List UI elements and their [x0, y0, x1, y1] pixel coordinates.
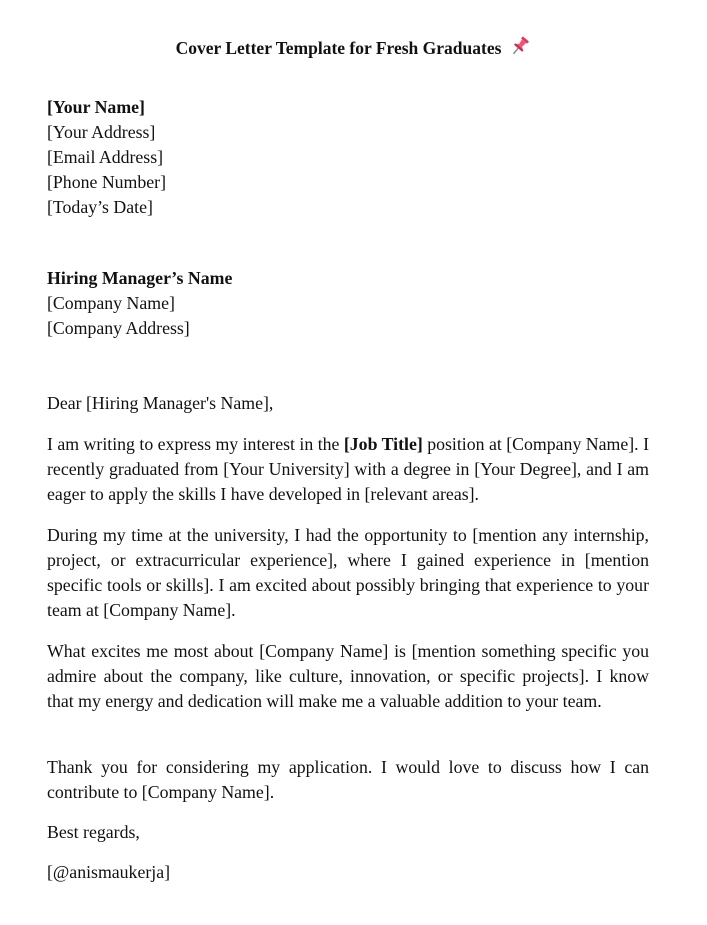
recipient-block: [47, 266, 649, 341]
sender-phone: [Phone Number]: [47, 172, 167, 192]
job-title-placeholder: [Job Title]: [343, 434, 423, 454]
body-paragraph-3: What excites me most about [Company Name] is [mention something specific you admire about the company, like culture, innovation, or specific projects]. I know that my energy and dedication will make me a valuable addition to your team.: [47, 641, 649, 711]
sender-address: [Your Address]: [47, 122, 156, 142]
sender-name: [Your Name]: [47, 97, 145, 117]
recipient-company-address: [Company Address]: [47, 318, 190, 338]
recipient-company: [Company Name]: [47, 293, 175, 313]
paragraph-1-intro: I am writing to express my interest in the: [47, 434, 344, 454]
sender-block: [47, 95, 649, 220]
sender-date: [Today’s Date]: [47, 197, 153, 217]
signature: [@anismaukerja]: [47, 862, 171, 882]
body-paragraph-4: Thank you for considering my application. I would love to discuss how I can contribute to [Company Name].: [47, 757, 649, 802]
body-paragraph-2: During my time at the university, I had the opportunity to [mention any internship, project, or extracurricular experience], where I gained experience in [mention specific tools or skills]. I am excited about possibly bringing that experience to your team at [Company Name].: [47, 525, 649, 620]
recipient-name: Hiring Manager’s Name: [47, 268, 233, 288]
document-title: [0, 35, 707, 59]
sender-email: [Email Address]: [47, 147, 164, 167]
closing: Best regards,: [47, 822, 140, 842]
salutation: Dear [Hiring Manager's Name],: [47, 393, 274, 413]
paragraph-1-rest: position at [Company Name]. I recently graduated from [Your University] with a degree in [Your Degree], and I am eager to apply the skills I have developed in [relevant areas].: [47, 434, 649, 504]
document-title-text: Cover Letter Template for Fresh Graduates: [175, 38, 502, 58]
pushpin-icon: [509, 35, 531, 57]
body-paragraph-1: [47, 432, 649, 507]
